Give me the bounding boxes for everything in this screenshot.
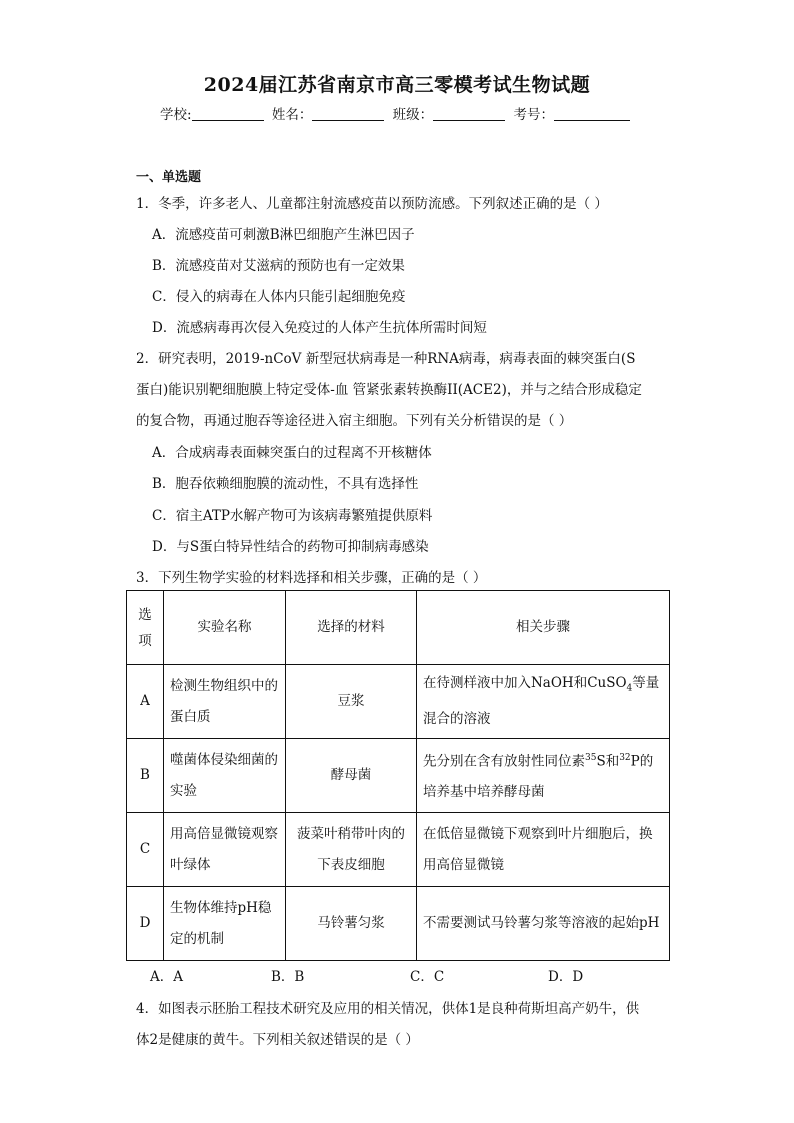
row-a-material: 豆浆: [286, 665, 417, 739]
row-a-name: 检测生物组织中的蛋白质: [164, 665, 286, 739]
question-2-stem-line-3: 的复合物，再通过胞吞等途径进入宿主细胞。下列有关分析错误的是（ ）: [136, 413, 573, 429]
question-4-stem-line-2: 体2是健康的黄牛。下列相关叙述错误的是（ ）: [136, 1032, 419, 1048]
header-material: 选择的材料: [286, 591, 417, 665]
question-2-stem-line-2: 蛋白)能识别靶细胞膜上特定受体-血 管紧张素转换酶II(ACE2)，并与之结合形成稳定: [136, 382, 642, 398]
exam-no-blank[interactable]: [554, 106, 630, 121]
row-b-name: 噬菌体侵染细菌的实验: [164, 739, 286, 813]
header-steps: 相关步骤: [417, 591, 670, 665]
table-row: [127, 887, 670, 961]
question-2-option-a: A．合成病毒表面棘突蛋白的过程离不开核糖体: [152, 445, 432, 461]
question-1-option-c: C．侵入的病毒在人体内只能引起细胞免疫: [152, 289, 406, 305]
section-heading: 一、单选题: [136, 170, 202, 185]
table-row: [127, 813, 670, 887]
question-2-option-d: D．与S蛋白特异性结合的药物可抑制病毒感染: [152, 539, 429, 555]
class-label: 班级：: [392, 107, 434, 123]
question-2-option-c: C．宿主ATP水解产物可为该病毒繁殖提供原料: [152, 508, 433, 524]
question-3-answer-a: A．A: [150, 969, 183, 985]
experiment-table: [126, 590, 670, 961]
document-title: 2024届江苏省南京市高三零模考试生物试题: [203, 74, 591, 96]
row-c-material: 菠菜叶稍带叶肉的下表皮细胞: [286, 813, 417, 887]
school-label: 学校:: [160, 107, 192, 123]
header-option: 选项: [127, 591, 164, 665]
question-3-stem: 3．下列生物学实验的材料选择和相关步骤，正确的是（ ）: [136, 570, 487, 586]
name-label: 姓名：: [271, 107, 313, 123]
exam-no-label: 考号：: [513, 107, 554, 123]
row-c-name: 用高倍显微镜观察叶绿体: [164, 813, 286, 887]
question-2-option-b: B．胞吞依赖细胞膜的流动性，不具有选择性: [152, 476, 419, 492]
question-1-stem: 1．冬季，许多老人、儿童都注射流感疫苗以预防流感。下列叙述正确的是（ ）: [136, 196, 608, 212]
row-a-option: A: [127, 665, 164, 739]
row-d-option: D: [127, 887, 164, 961]
row-d-name: 生物体维持pH稳定的机制: [164, 887, 286, 961]
question-4-stem-line-1: 4．如图表示胚胎工程技术研究及应用的相关情况，供体1是良种荷斯坦高产奶牛，供: [136, 1001, 640, 1017]
class-blank[interactable]: [433, 106, 505, 121]
student-info-line: [0, 103, 794, 123]
question-1-option-a: A．流感疫苗可刺激B淋巴细胞产生淋巴因子: [152, 227, 415, 243]
row-a-step: 在待测样液中加入NaOH和CuSO$_4$等量混合的溶液: [417, 665, 670, 739]
row-b-material: 酵母菌: [286, 739, 417, 813]
row-b-option: B: [127, 739, 164, 813]
header-experiment-name: 实验名称: [164, 591, 286, 665]
table-row: [127, 739, 670, 813]
row-c-option: C: [127, 813, 164, 887]
row-b-step: 先分别在含有放射性同位素$^{35}$S和$^{32}$P的培养基中培养酵母菌: [417, 739, 670, 813]
question-1-option-d: D．流感病毒再次侵入免疫过的人体产生抗体所需时间短: [152, 320, 487, 336]
school-blank[interactable]: [192, 106, 264, 121]
question-2-stem-line-1: 2．研究表明，2019-nCoV 新型冠状病毒是一种RNA病毒，病毒表面的棘突蛋白(S: [136, 351, 636, 367]
name-blank[interactable]: [312, 106, 384, 121]
question-3-answer-c: C．C: [410, 969, 445, 985]
table-row: [127, 665, 670, 739]
question-3-answer-d: D．D: [548, 969, 584, 985]
question-1-option-b: B．流感疫苗对艾滋病的预防也有一定效果: [152, 258, 405, 274]
row-d-material: 马铃薯匀浆: [286, 887, 417, 961]
table-header-row: [127, 591, 670, 665]
row-d-step: 不需要测试马铃薯匀浆等溶液的起始pH: [417, 887, 670, 961]
question-3-answer-b: B．B: [271, 969, 305, 985]
row-c-step: 在低倍显微镜下观察到叶片细胞后，换用高倍显微镜: [417, 813, 670, 887]
